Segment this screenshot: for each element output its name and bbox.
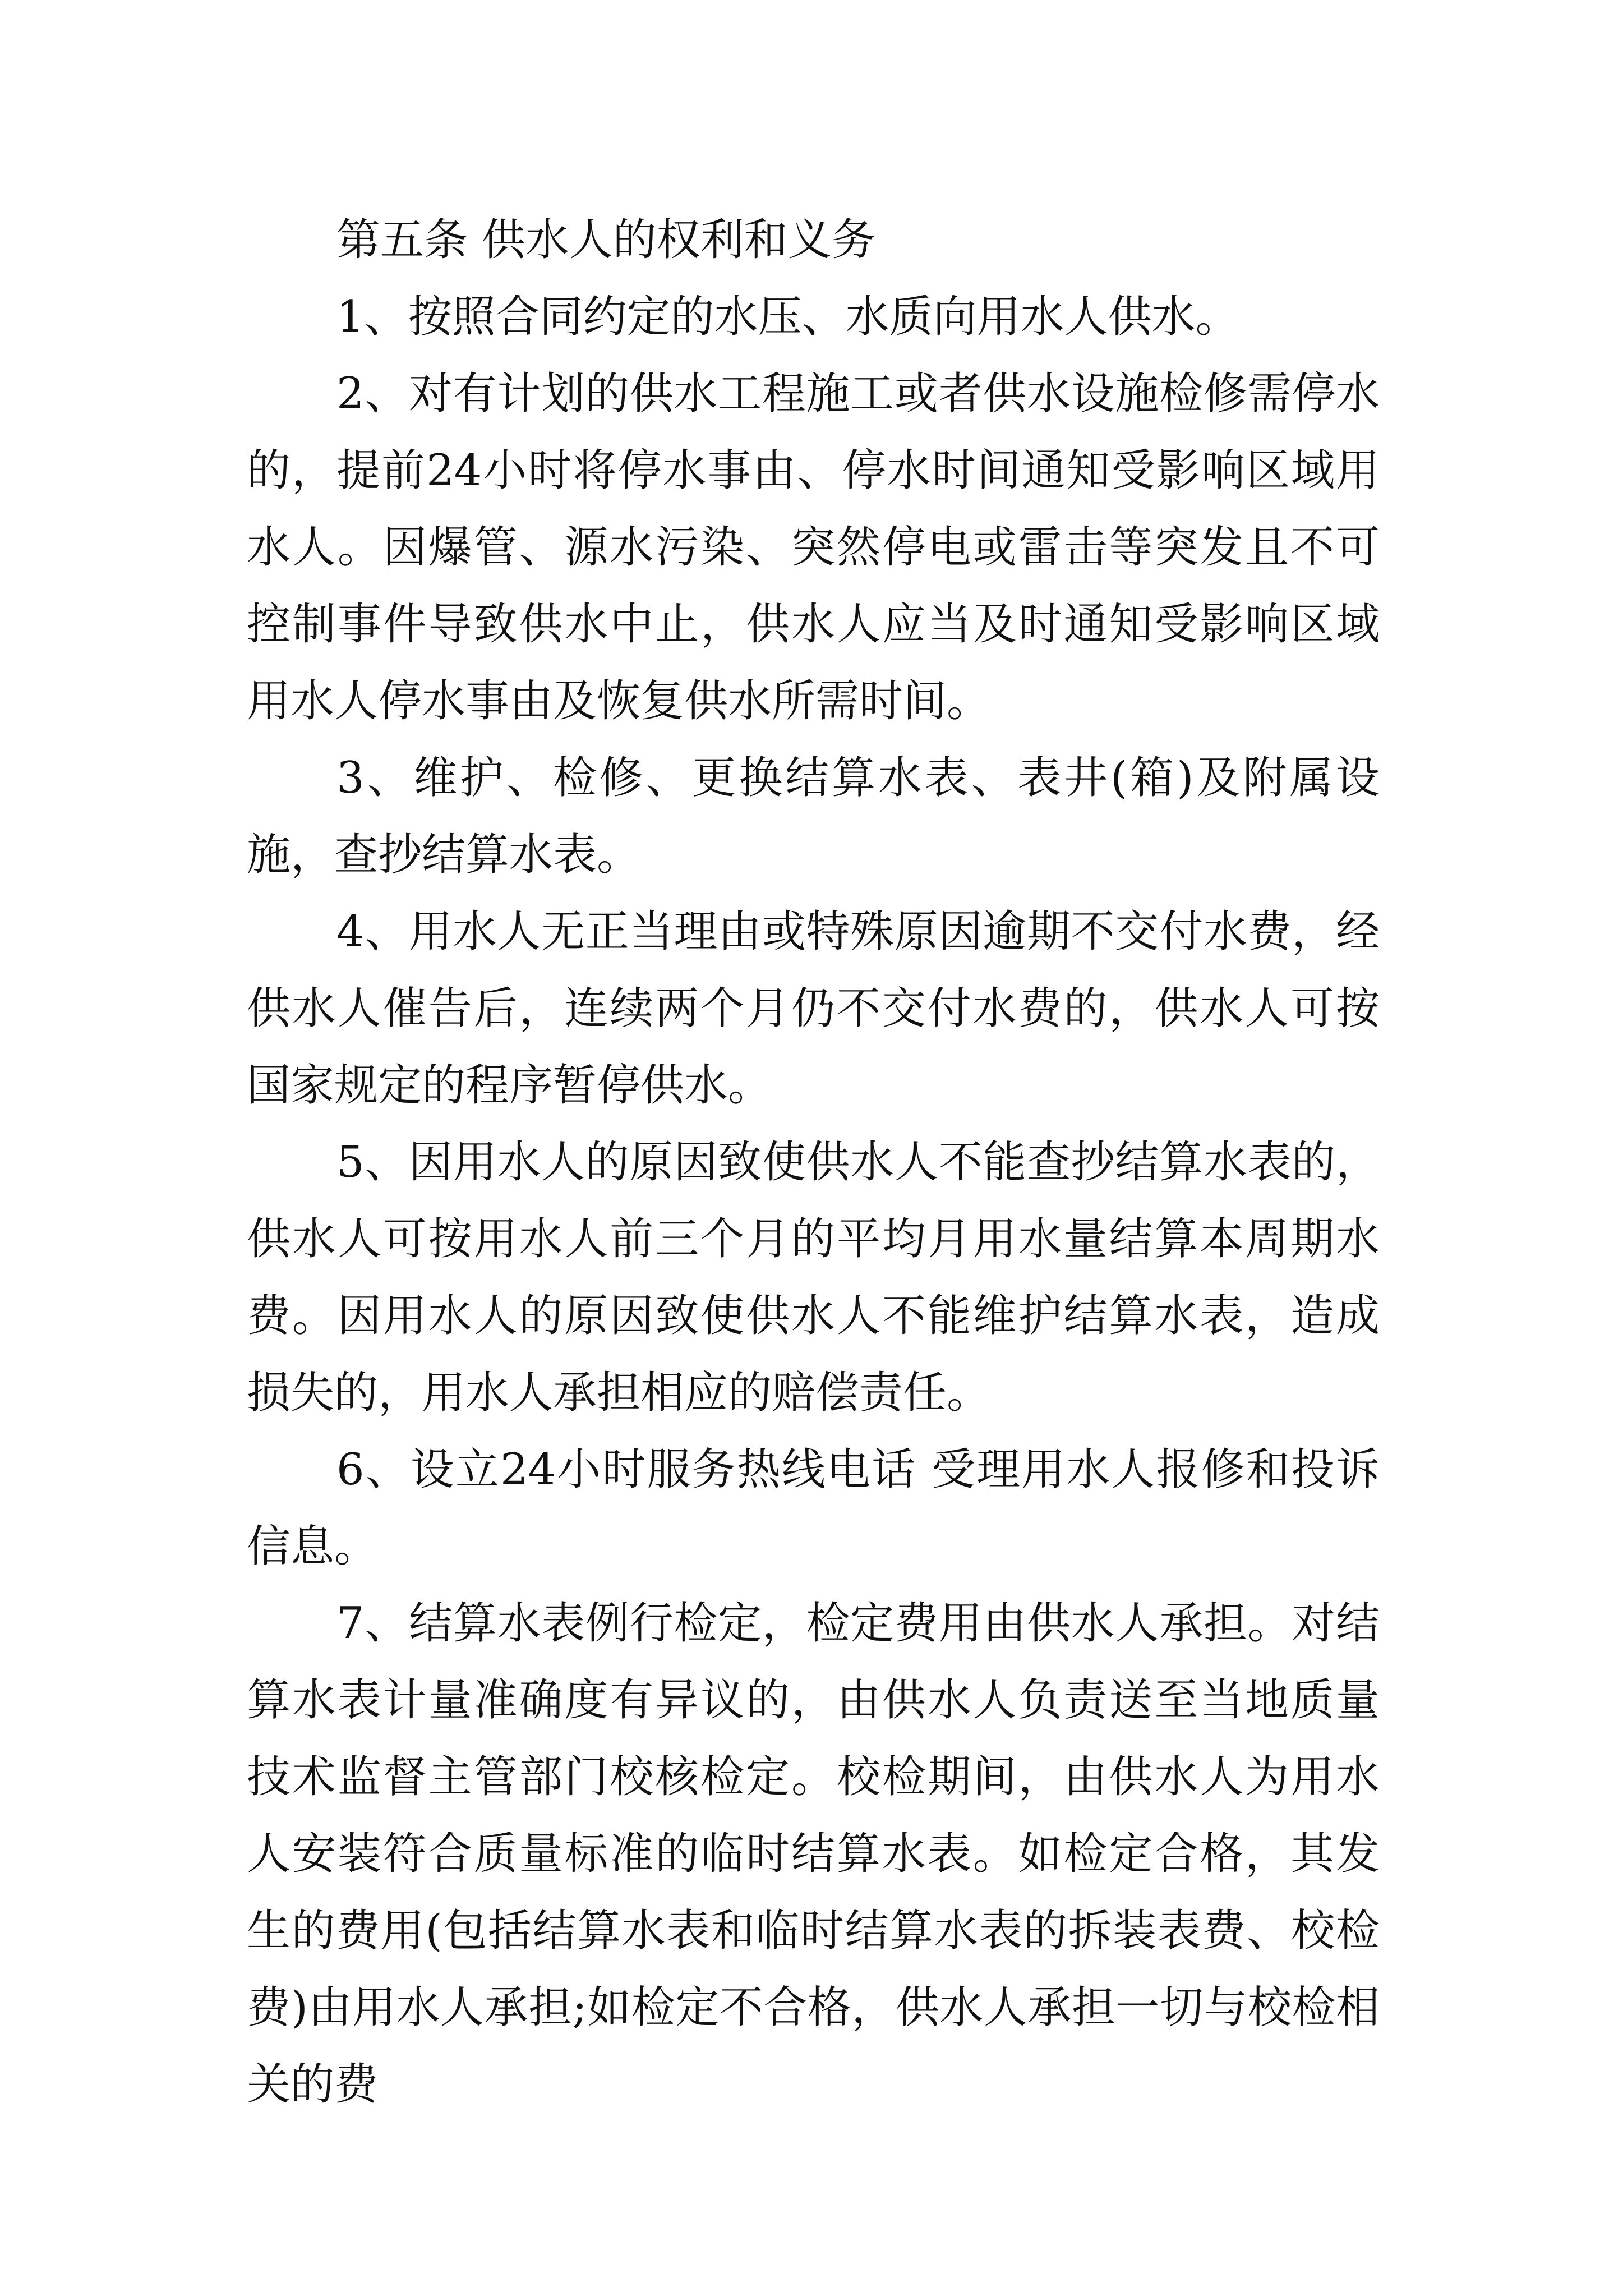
document-body [247, 202, 1380, 2123]
paragraph-6: 6、设立24小时服务热线电话 受理用水人报修和投诉信息。 [247, 1444, 1380, 1572]
paragraph-1: 1、按照合同约定的水压、水质向用水人供水。 [336, 292, 1239, 342]
article-heading: 第五条 供水人的权利和义务 [336, 215, 875, 265]
paragraph-7: 7、结算水表例行检定，检定费用由供水人承担。对结算水表计量准确度有异议的，由供水人负责送至当地质量技术监督主管部门校核检定。校检期间，由供水人为用水人安装符合质量标准的临时结算水表。如检定合格，其发生的费用(包括结算水表和临时结算水表的拆装表费、校检费)由用水人承担;如检定不合格，供水人承担一切与校检相关的费 [247, 1598, 1380, 2110]
paragraph-4: 4、用水人无正当理由或特殊原因逾期不交付水费，经供水人催告后，连续两个月仍不交付水费的，供水人可按国家规定的程序暂停供水。 [247, 907, 1380, 1111]
paragraph-2: 2、对有计划的供水工程施工或者供水设施检修需停水的，提前24小时将停水事由、停水时间通知受影响区域用水人。因爆管、源水污染、突然停电或雷击等突发且不可控制事件导致供水中止，供水人应当及时通知受影响区域用水人停水事由及恢复供水所需时间。 [247, 369, 1380, 726]
paragraph-5: 5、因用水人的原因致使供水人不能查抄结算水表的，供水人可按用水人前三个月的平均月用水量结算本周期水费。因用水人的原因致使供水人不能维护结算水表，造成损失的，用水人承担相应的赔偿责任。 [247, 1137, 1380, 1418]
paragraph-3: 3、维护、检修、更换结算水表、表井(箱)及附属设施，查抄结算水表。 [247, 753, 1380, 880]
